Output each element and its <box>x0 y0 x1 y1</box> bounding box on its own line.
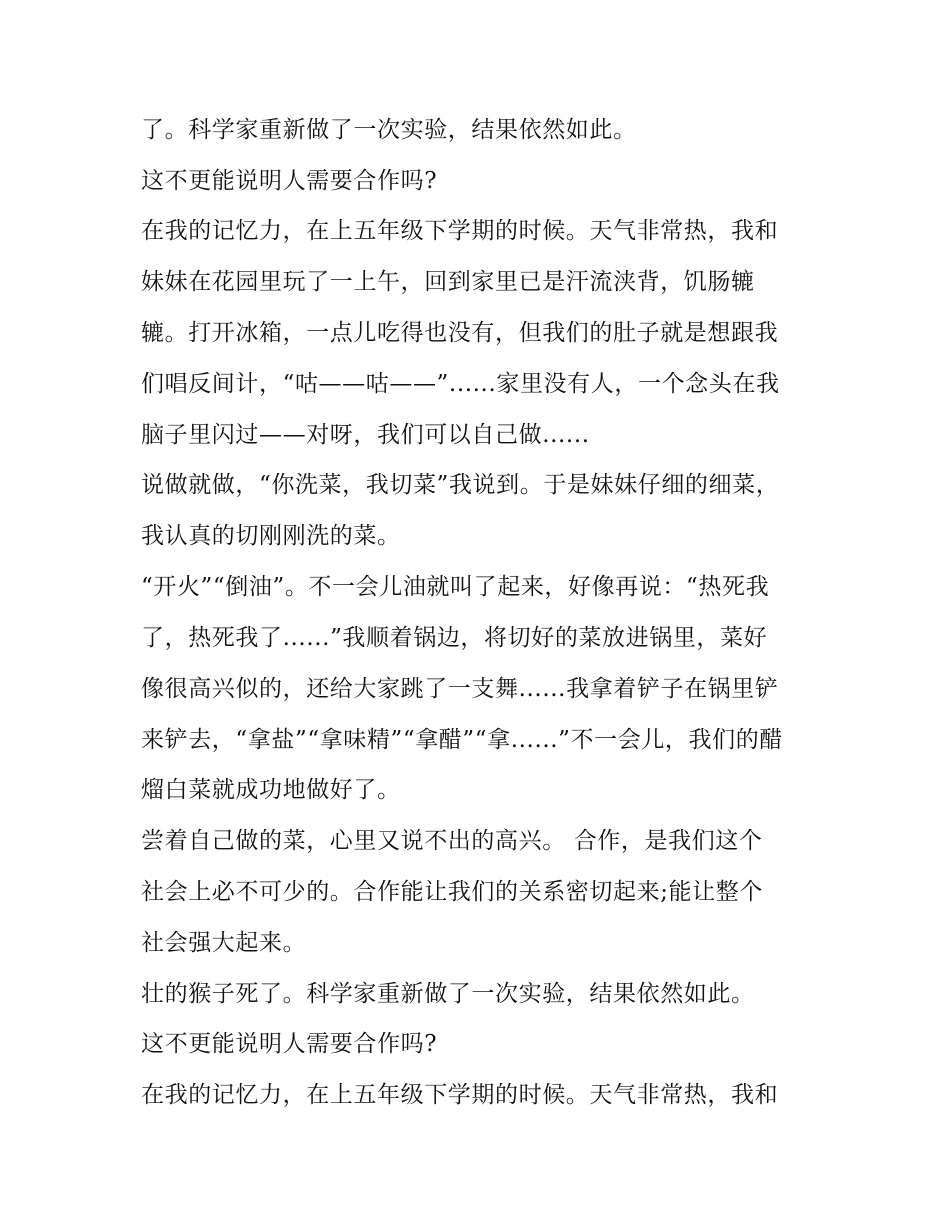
text-line: “开火”“倒油”。不一会儿油就叫了起来，好像再说：“热死我 <box>141 574 770 600</box>
text-line: 在我的记忆力，在上五年级下学期的时候。天气非常热，我和 <box>141 218 779 244</box>
text-line: 们唱反间计，“咕——咕——”......家里没有人，一个念头在我 <box>141 371 780 397</box>
text-line: 像很高兴似的，还给大家跳了一支舞......我拿着铲子在锅里铲 <box>141 676 779 702</box>
text-line: 熘白菜就成功地做好了。 <box>141 777 401 803</box>
text-line: 壮的猴子死了。科学家重新做了一次实验，结果依然如此。 <box>141 981 755 1007</box>
text-line: 这不更能说明人需要合作吗? <box>141 168 438 194</box>
text-line: 说做就做，“你洗菜，我切菜”我说到。于是妹妹仔细的细菜， <box>141 472 780 498</box>
text-line: 我认真的切刚刚洗的菜。 <box>141 523 401 549</box>
text-line: 社会上必不可少的。合作能让我们的关系密切起来;能让整个 <box>141 879 763 905</box>
text-line: 妹妹在花园里玩了一上午，回到家里已是汗流浃背，饥肠辘 <box>141 269 755 295</box>
text-line: 脑子里闪过——对呀，我们可以自己做...... <box>141 422 590 448</box>
text-line: 辘。打开冰箱，一点儿吃得也没有，但我们的肚子就是想跟我 <box>141 320 779 346</box>
text-line: 来铲去，“拿盐”“拿味精”“拿醋”“拿......”不一会儿，我们的醋 <box>141 727 783 753</box>
text-line: 在我的记忆力，在上五年级下学期的时候。天气非常热，我和 <box>141 1082 779 1108</box>
text-line: 了。科学家重新做了一次实验，结果依然如此。 <box>141 117 637 143</box>
text-line: 社会强大起来。 <box>141 930 307 956</box>
text-line: 尝着自己做的菜，心里又说不出的高兴。 合作，是我们这个 <box>141 828 763 854</box>
text-line: 这不更能说明人需要合作吗? <box>141 1031 438 1057</box>
text-line: 了，热死我了......”我顺着锅边，将切好的菜放进锅里，菜好 <box>141 625 768 651</box>
